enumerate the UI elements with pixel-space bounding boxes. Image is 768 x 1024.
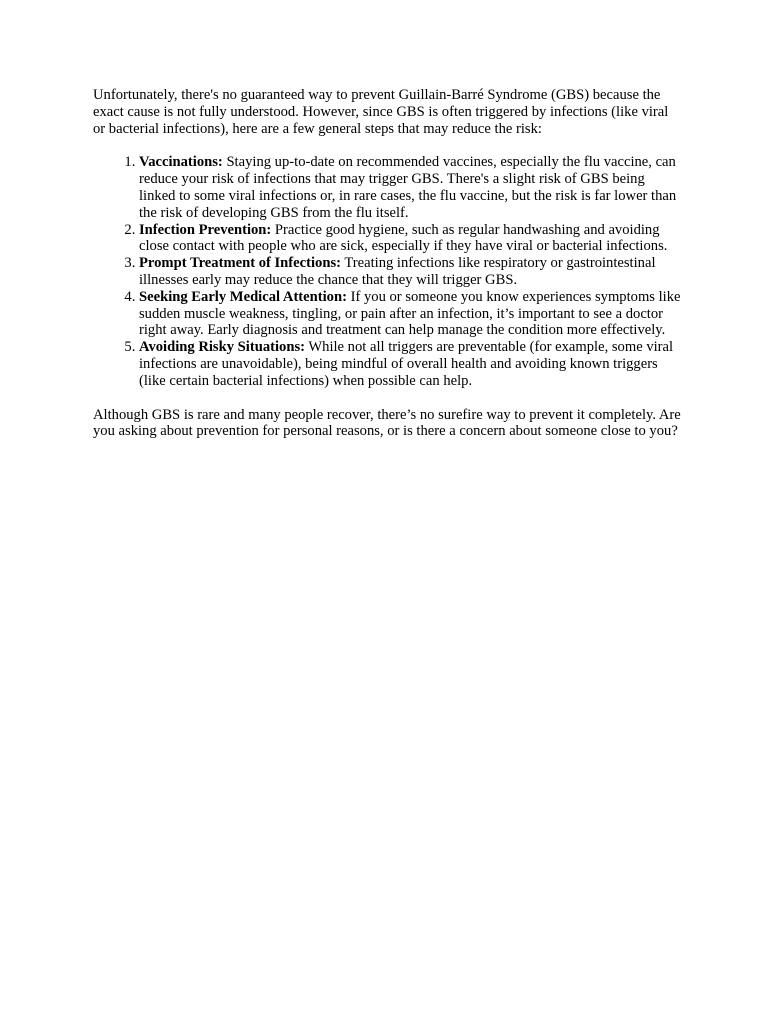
list-item (139, 289, 683, 339)
step-text: Staying up-to-date on recommended vaccines, especially the flu vaccine, can reduce your risk of infections that may trigger GBS. There's a slight risk of GBS being linked to some viral infections or, in rare cases, the flu vaccine, but the risk is far lower than the risk of developing GBS from the flu itself. (139, 154, 677, 221)
list-item (139, 154, 683, 221)
list-item (139, 222, 683, 256)
list-item (139, 339, 683, 389)
step-term: Vaccinations: (139, 154, 223, 171)
step-text: Practice good hygiene, such as regular handwashing and avoiding close contact with people who are sick, especially if they have viral or bacterial infections. (139, 221, 668, 255)
step-term: Infection Prevention: (139, 221, 272, 238)
step-text: While not all triggers are preventable (for example, some viral infections are unavoidable), being mindful of overall health and avoiding known triggers (like certain bacterial infections) when possible can help. (139, 339, 674, 389)
step-text: If you or someone you know experiences symptoms like sudden muscle weakness, tingling, or pain after an infection, it’s important to see a doctor right away. Early diagnosis and treatment can help manage the condition more effectively. (139, 288, 681, 339)
step-term: Avoiding Risky Situations: (139, 339, 305, 356)
closing-paragraph: Although GBS is rare and many people recover, there’s no surefire way to prevent it completely. Are you asking about prevention for personal reasons, or is there a concern about someone close to you? (93, 406, 681, 440)
list-item (139, 255, 683, 289)
document-page (93, 87, 683, 440)
prevention-steps-list (93, 154, 683, 389)
step-text: Treating infections like respiratory or gastrointestinal illnesses early may reduce the chance that they will trigger GBS. (139, 255, 656, 288)
step-term: Seeking Early Medical Attention: (139, 288, 347, 305)
step-term: Prompt Treatment of Infections: (139, 255, 341, 272)
intro-paragraph: Unfortunately, there's no guaranteed way to prevent Guillain-Barré Syndrome (GBS) because the exact cause is not fully understood. However, since GBS is often triggered by infections (like viral or bacterial infections), here are a few general steps that may reduce the risk: (93, 87, 669, 137)
